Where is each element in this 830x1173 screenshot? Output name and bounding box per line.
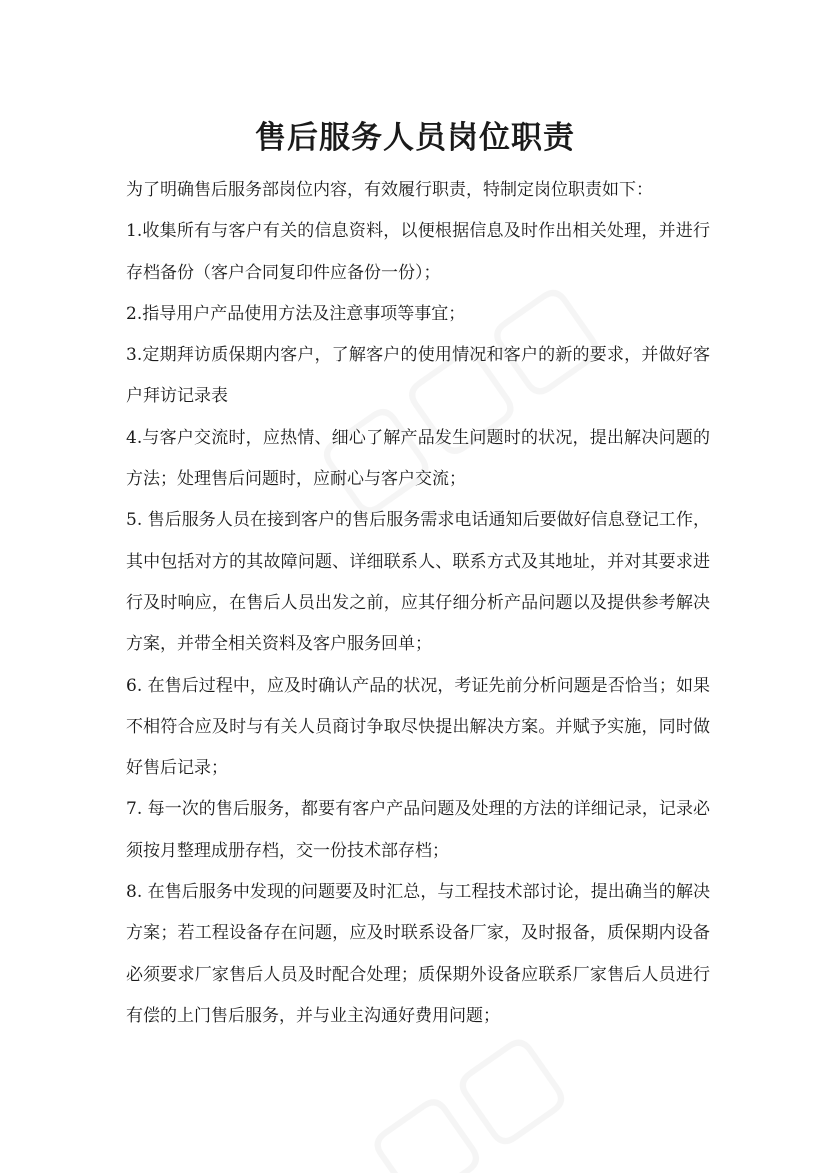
duty-item-6: 6. 在售后过程中，应及时确认产品的状况，考证先前分析问题是否恰当；如果不相符合应及时与有关人员商讨争取尽快提出解决方案。并赋予实施，同时做好售后记录； — [126, 675, 710, 779]
duty-item-7: 7. 每一次的售后服务，都要有客户产品问题及处理的方法的详细记录，记录必须按月整理成册存档，交一份技术部存档； — [126, 799, 710, 861]
intro-paragraph: 为了明确售后服务部岗位内容，有效履行职责，特制定岗位职责如下： — [126, 180, 653, 200]
duty-item-2: 2.指导用户产品使用方法及注意事项等事宜； — [126, 303, 466, 324]
duty-item-4: 4.与客户交流时，应热情、细心了解产品发生问题时的状况，提出解决问题的方法；处理售后问题时，应耐心与客户交流； — [126, 427, 710, 490]
document-body — [126, 170, 710, 1037]
duty-item-5: 5. 售后服务人员在接到客户的售后服务需求电话通知后要做好信息登记工作，其中包括对方的其故障问题、详细联系人、联系方式及其地址，并对其要求进行及时响应，在售后人员出发之前，应其仔细分析产品问题以及提供参考解决方案，并带全相关资料及客户服务回单； — [126, 510, 710, 655]
duty-item-3: 3.定期拜访质保期内客户，了解客户的使用情况和客户的新的要求，并做好客户拜访记录表 — [126, 345, 710, 407]
page-title: 售后服务人员岗位职责 — [255, 120, 575, 156]
duty-item-1: 1.收集所有与客户有关的信息资料，以便根据信息及时作出相关处理，并进行存档备份（客户合同复印件应备份一份）； — [126, 221, 710, 283]
duty-item-8: 8. 在售后服务中发现的问题要及时汇总，与工程技术部讨论，提出确当的解决方案；若工程设备存在问题，应及时联系设备厂家，及时报备，质保期内设备必须要求厂家售后人员及时配合处理；质保期外设备应联系厂家售后人员进行有偿的上门售后服务，并与业主沟通好费用问题； — [126, 882, 710, 1026]
